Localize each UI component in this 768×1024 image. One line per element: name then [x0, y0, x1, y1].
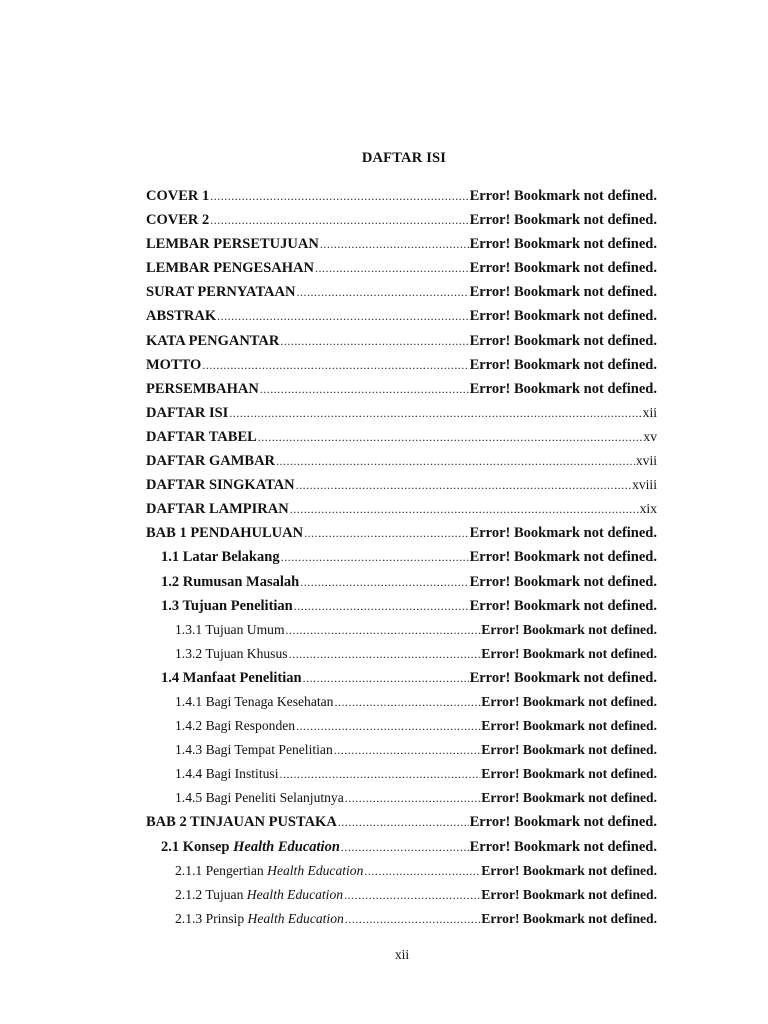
toc-entry-page: Error! Bookmark not defined. — [481, 693, 657, 709]
toc-entry-page: Error! Bookmark not defined. — [481, 862, 657, 878]
toc-dot-leader — [290, 497, 639, 521]
toc-entry-label-text: DAFTAR SINGKATAN — [146, 477, 295, 494]
toc-entry-label — [175, 618, 285, 642]
toc-entry[interactable] — [146, 642, 657, 666]
toc-entry-label-text: COVER 1 — [146, 188, 210, 204]
toc-entry-label — [161, 594, 293, 618]
toc-entry-label — [161, 835, 340, 859]
toc-dot-leader — [303, 666, 469, 690]
toc-dot-leader — [202, 353, 468, 377]
toc-entry-label-italic: Health Education — [246, 886, 344, 902]
toc-entry-page: Error! Bookmark not defined. — [469, 260, 657, 277]
toc-entry-label-text: COVER 2 — [146, 212, 210, 229]
toc-dot-leader — [210, 184, 468, 208]
toc-entry-page: Error! Bookmark not defined. — [469, 549, 657, 566]
toc-entry-label — [175, 859, 363, 883]
toc-entry-label-text: PERSEMBAHAN — [146, 380, 259, 397]
toc-entry-label-text: BAB 1 PENDAHULUAN — [146, 525, 304, 542]
toc-entry-label-text: 2.1.2 Tujuan — [175, 886, 244, 902]
toc-dot-leader — [345, 786, 481, 810]
toc-entry-label-italic: Health Education — [247, 910, 344, 926]
toc-entry-label-text: 2.1.1 Pengertian — [175, 862, 264, 878]
toc-dot-leader — [320, 232, 469, 256]
toc-entry[interactable] — [146, 714, 657, 738]
toc-entry-page: Error! Bookmark not defined. — [469, 332, 657, 349]
toc-entry[interactable] — [146, 208, 657, 232]
toc-entry-label — [161, 666, 302, 690]
toc-entry-page: Error! Bookmark not defined. — [469, 838, 657, 855]
toc-entry-page: Error! Bookmark not defined. — [469, 669, 657, 686]
toc-entry-page: Error! Bookmark not defined. — [469, 212, 657, 229]
toc-entry-label — [146, 377, 259, 401]
toc-entry-page: xix — [639, 501, 657, 517]
toc-entry[interactable] — [146, 883, 657, 907]
toc-entry-page: Error! Bookmark not defined. — [469, 380, 657, 397]
toc-entry[interactable] — [146, 304, 657, 328]
toc-entry-page: Error! Bookmark not defined. — [481, 718, 657, 734]
toc-entry[interactable] — [146, 280, 657, 304]
toc-entry[interactable] — [146, 256, 657, 280]
toc-entry[interactable] — [146, 521, 657, 545]
toc-entry-label — [146, 184, 209, 208]
toc-entry-page: Error! Bookmark not defined. — [481, 645, 657, 661]
table-of-contents — [146, 184, 657, 931]
toc-entry-label-text: 1.4.3 Bagi Tempat Penelitian — [175, 742, 333, 758]
toc-dot-leader — [304, 521, 468, 545]
toc-entry[interactable] — [146, 907, 657, 931]
toc-entry-page: Error! Bookmark not defined. — [481, 621, 657, 637]
toc-entry-label — [175, 642, 288, 666]
toc-entry-label-text: 2.1 Konsep — [161, 838, 230, 855]
toc-entry-page: Error! Bookmark not defined. — [481, 886, 657, 902]
toc-entry-label — [175, 738, 333, 762]
toc-entry-label-text: 1.2 Rumusan Masalah — [161, 573, 300, 590]
page-title: DAFTAR ISI — [361, 150, 447, 166]
toc-entry-label — [146, 329, 279, 353]
page-number: xii — [394, 947, 410, 962]
toc-entry-label-text: 1.4.2 Bagi Responden — [175, 718, 296, 734]
toc-entry[interactable] — [146, 377, 657, 401]
toc-entry-label — [161, 570, 299, 594]
toc-entry-page: xvii — [635, 453, 657, 469]
toc-entry-label — [146, 304, 216, 328]
toc-entry-page: Error! Bookmark not defined. — [469, 597, 657, 614]
toc-entry-label — [146, 497, 289, 521]
toc-entry-label-italic: Health Education — [267, 862, 364, 878]
toc-entry-label — [146, 401, 228, 425]
toc-entry[interactable] — [146, 232, 657, 256]
toc-dot-leader — [345, 907, 480, 931]
toc-dot-leader — [364, 859, 480, 883]
toc-entry-label — [146, 425, 257, 449]
toc-entry[interactable] — [146, 786, 657, 810]
toc-entry-label-text: DAFTAR LAMPIRAN — [146, 501, 289, 518]
toc-entry-page: xviii — [632, 477, 657, 493]
toc-entry[interactable] — [146, 329, 657, 353]
toc-dot-leader — [334, 738, 481, 762]
toc-entry-label-text: LEMBAR PERSETUJUAN — [146, 236, 319, 253]
toc-entry-label-text: KATA PENGANTAR — [146, 332, 280, 349]
toc-dot-leader — [229, 401, 641, 425]
toc-entry-label-text: MOTTO — [146, 356, 202, 373]
toc-entry-label-text: 1.4.5 Bagi Peneliti Selanjutnya — [175, 790, 344, 806]
toc-entry-label-text: SURAT PERNYATAAN — [146, 284, 296, 301]
toc-entry-label — [146, 449, 275, 473]
toc-entry[interactable] — [146, 618, 657, 642]
toc-entry-page: xv — [643, 428, 657, 444]
toc-entry-page: Error! Bookmark not defined. — [481, 790, 657, 806]
toc-dot-leader — [315, 256, 469, 280]
toc-dot-leader — [300, 570, 468, 594]
toc-entry-label — [175, 883, 343, 907]
toc-entry-label-text: ABSTRAK — [146, 308, 217, 325]
toc-entry[interactable] — [146, 545, 657, 569]
toc-entry[interactable] — [146, 594, 657, 618]
toc-entry-label-text: 1.4 Manfaat Penelitian — [161, 669, 302, 686]
toc-entry[interactable] — [146, 738, 657, 762]
toc-entry-page: Error! Bookmark not defined. — [481, 742, 657, 758]
toc-entry-label-text: BAB 2 TINJAUAN PUSTAKA — [146, 814, 337, 831]
toc-entry[interactable] — [146, 859, 657, 883]
toc-dot-leader — [296, 714, 480, 738]
toc-entry-label-text: DAFTAR ISI — [146, 404, 229, 421]
toc-dot-leader — [296, 280, 468, 304]
toc-entry-label — [146, 256, 314, 280]
toc-entry-page: Error! Bookmark not defined. — [469, 525, 657, 542]
toc-entry-label — [175, 762, 278, 786]
toc-entry[interactable] — [146, 473, 657, 497]
toc-dot-leader — [276, 449, 635, 473]
toc-entry[interactable] — [146, 690, 657, 714]
toc-entry-label — [146, 232, 319, 256]
toc-entry-page: Error! Bookmark not defined. — [469, 573, 657, 590]
toc-entry[interactable] — [146, 666, 657, 690]
toc-dot-leader — [334, 690, 480, 714]
toc-entry-label — [175, 786, 344, 810]
toc-entry-page: Error! Bookmark not defined. — [469, 308, 657, 325]
toc-dot-leader — [217, 304, 468, 328]
toc-dot-leader — [258, 425, 643, 449]
toc-dot-leader — [338, 810, 469, 834]
toc-entry-page: Error! Bookmark not defined. — [469, 356, 657, 373]
toc-dot-leader — [281, 545, 469, 569]
toc-entry-page: Error! Bookmark not defined. — [469, 284, 657, 301]
toc-entry-label — [146, 208, 209, 232]
toc-dot-leader — [286, 618, 481, 642]
toc-entry-page: Error! Bookmark not defined. — [469, 814, 657, 831]
toc-entry-label-text: 2.1.3 Prinsip — [175, 910, 245, 926]
toc-entry-label-italic: Health Education — [233, 838, 340, 855]
toc-entry-label — [161, 545, 280, 569]
toc-dot-leader — [294, 594, 469, 618]
toc-dot-leader — [280, 329, 468, 353]
toc-entry-label-text: 1.4.4 Bagi Institusi — [175, 766, 279, 782]
toc-dot-leader — [289, 642, 481, 666]
toc-entry-label — [175, 714, 295, 738]
toc-dot-leader — [260, 377, 469, 401]
toc-entry-page: Error! Bookmark not defined. — [481, 766, 657, 782]
toc-entry[interactable] — [146, 810, 657, 834]
toc-entry[interactable] — [146, 762, 657, 786]
toc-entry-label-text: DAFTAR GAMBAR — [146, 453, 276, 470]
toc-dot-leader — [341, 835, 469, 859]
toc-entry-page: Error! Bookmark not defined. — [469, 236, 657, 253]
toc-entry[interactable] — [146, 353, 657, 377]
toc-entry-label — [146, 353, 201, 377]
toc-dot-leader — [296, 473, 631, 497]
toc-entry[interactable] — [146, 835, 657, 859]
toc-entry-label — [175, 907, 344, 931]
toc-entry-label-text: DAFTAR TABEL — [146, 428, 257, 445]
toc-entry[interactable] — [146, 425, 657, 449]
toc-entry[interactable] — [146, 449, 657, 473]
toc-entry-label-text: 1.3.1 Tujuan Umum — [175, 621, 285, 637]
toc-entry-label-text: 1.4.1 Bagi Tenaga Kesehatan — [175, 693, 334, 709]
toc-entry-page: Error! Bookmark not defined. — [469, 188, 657, 204]
toc-dot-leader — [279, 762, 480, 786]
toc-entry-label-text: 1.3.2 Tujuan Khusus — [175, 645, 288, 661]
toc-entry-page: Error! Bookmark not defined. — [481, 910, 657, 926]
toc-entry-label — [175, 690, 333, 714]
toc-entry-label — [146, 280, 295, 304]
toc-entry[interactable] — [146, 184, 657, 208]
toc-entry-label-text: 1.3 Tujuan Penelitian — [161, 597, 293, 614]
toc-entry[interactable] — [146, 570, 657, 594]
toc-entry-label — [146, 810, 337, 834]
toc-entry[interactable] — [146, 497, 657, 521]
toc-dot-leader — [344, 883, 480, 907]
toc-entry-page: xii — [642, 404, 657, 420]
toc-entry-label — [146, 473, 295, 497]
toc-entry-label-text: LEMBAR PENGESAHAN — [146, 260, 314, 277]
toc-entry-label — [146, 521, 303, 545]
toc-entry[interactable] — [146, 401, 657, 425]
toc-entry-label-text: 1.1 Latar Belakang — [161, 549, 280, 566]
toc-dot-leader — [210, 208, 468, 232]
